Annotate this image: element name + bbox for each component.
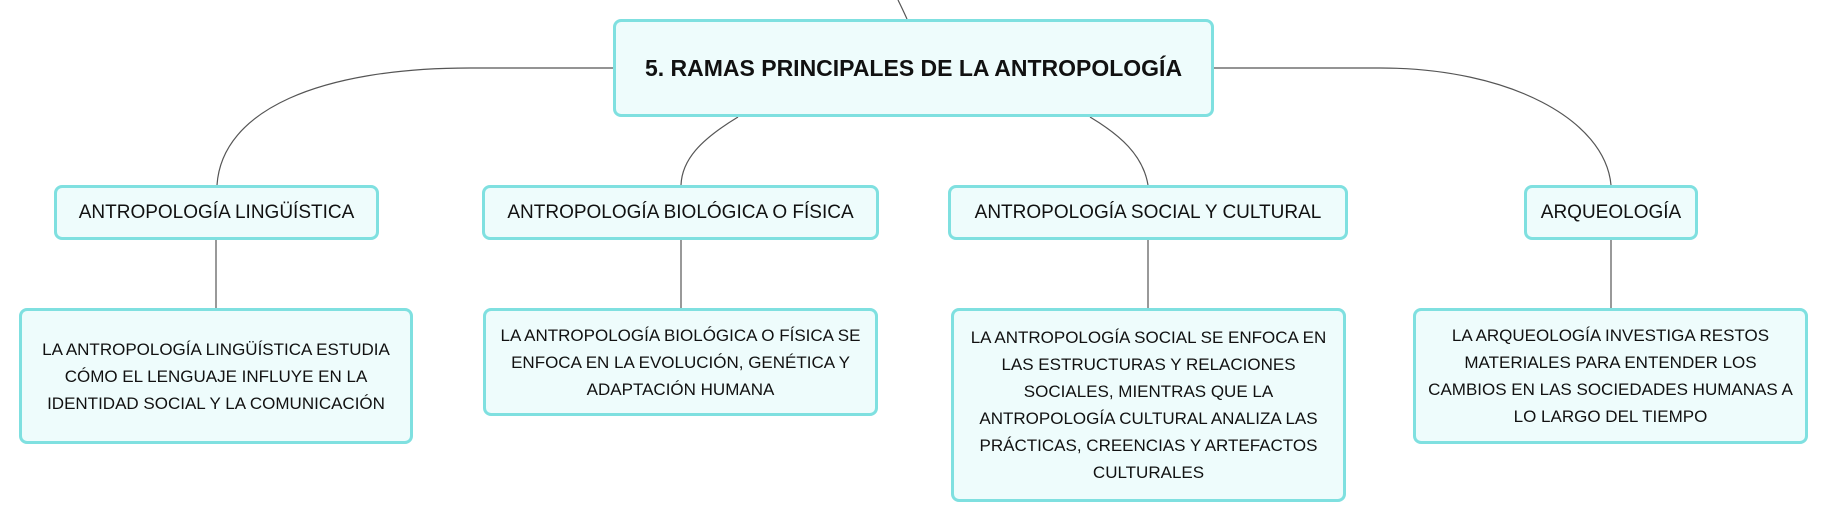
leaf-node-social-cultural[interactable] <box>951 308 1346 502</box>
branch-node-biologica[interactable] <box>482 185 879 240</box>
branch-node-social-cultural[interactable] <box>948 185 1348 240</box>
root-topic-node[interactable] <box>613 19 1214 117</box>
connector-parent-to-root <box>898 0 907 19</box>
leaf-node-biologica[interactable] <box>483 308 878 416</box>
leaf-description: LA ANTROPOLOGÍA LINGÜÍSTICA ESTUDIA CÓMO EL LENGUAJE INFLUYE EN LA IDENTIDAD SOCIAL Y LA COMUNICACIÓN <box>42 339 390 413</box>
branch-label: ANTROPOLOGÍA BIOLÓGICA O FÍSICA <box>507 201 854 223</box>
branch-label: ANTROPOLOGÍA LINGÜÍSTICA <box>78 201 355 223</box>
branch-label: ARQUEOLOGÍA <box>1540 201 1682 223</box>
leaf-node-arqueologia[interactable] <box>1413 308 1808 444</box>
leaf-description: LA ARQUEOLOGÍA INVESTIGA RESTOS MATERIALES PARA ENTENDER LOS CAMBIOS EN LAS SOCIEDADES HUMANAS A LO LARGO DEL TIEMPO <box>1428 326 1793 426</box>
leaf-description: LA ANTROPOLOGÍA BIOLÓGICA O FÍSICA SE ENFOCA EN LA EVOLUCIÓN, GENÉTICA Y ADAPTACIÓN HUMANA <box>500 325 861 399</box>
leaf-node-linguistica[interactable] <box>19 308 413 444</box>
connector-root-to-branch-linguistica <box>217 68 613 185</box>
connector-root-to-branch-arqueologia <box>1214 68 1611 185</box>
branch-label: ANTROPOLOGÍA SOCIAL Y CULTURAL <box>974 201 1322 223</box>
branch-node-arqueologia[interactable] <box>1524 185 1698 240</box>
connector-root-to-branch-biologica <box>681 117 738 185</box>
branch-node-linguistica[interactable] <box>54 185 379 240</box>
connector-root-to-branch-social <box>1090 117 1148 185</box>
root-topic-title: 5. RAMAS PRINCIPALES DE LA ANTROPOLOGÍA <box>644 54 1183 81</box>
leaf-description: LA ANTROPOLOGÍA SOCIAL SE ENFOCA EN LAS ESTRUCTURAS Y RELACIONES SOCIALES, MIENTRAS QUE LA ANTROPOLOGÍA CULTURAL ANALIZA LAS PRÁCTICAS, CREENCIAS Y ARTEFACTOS CULTURALES <box>970 328 1327 482</box>
